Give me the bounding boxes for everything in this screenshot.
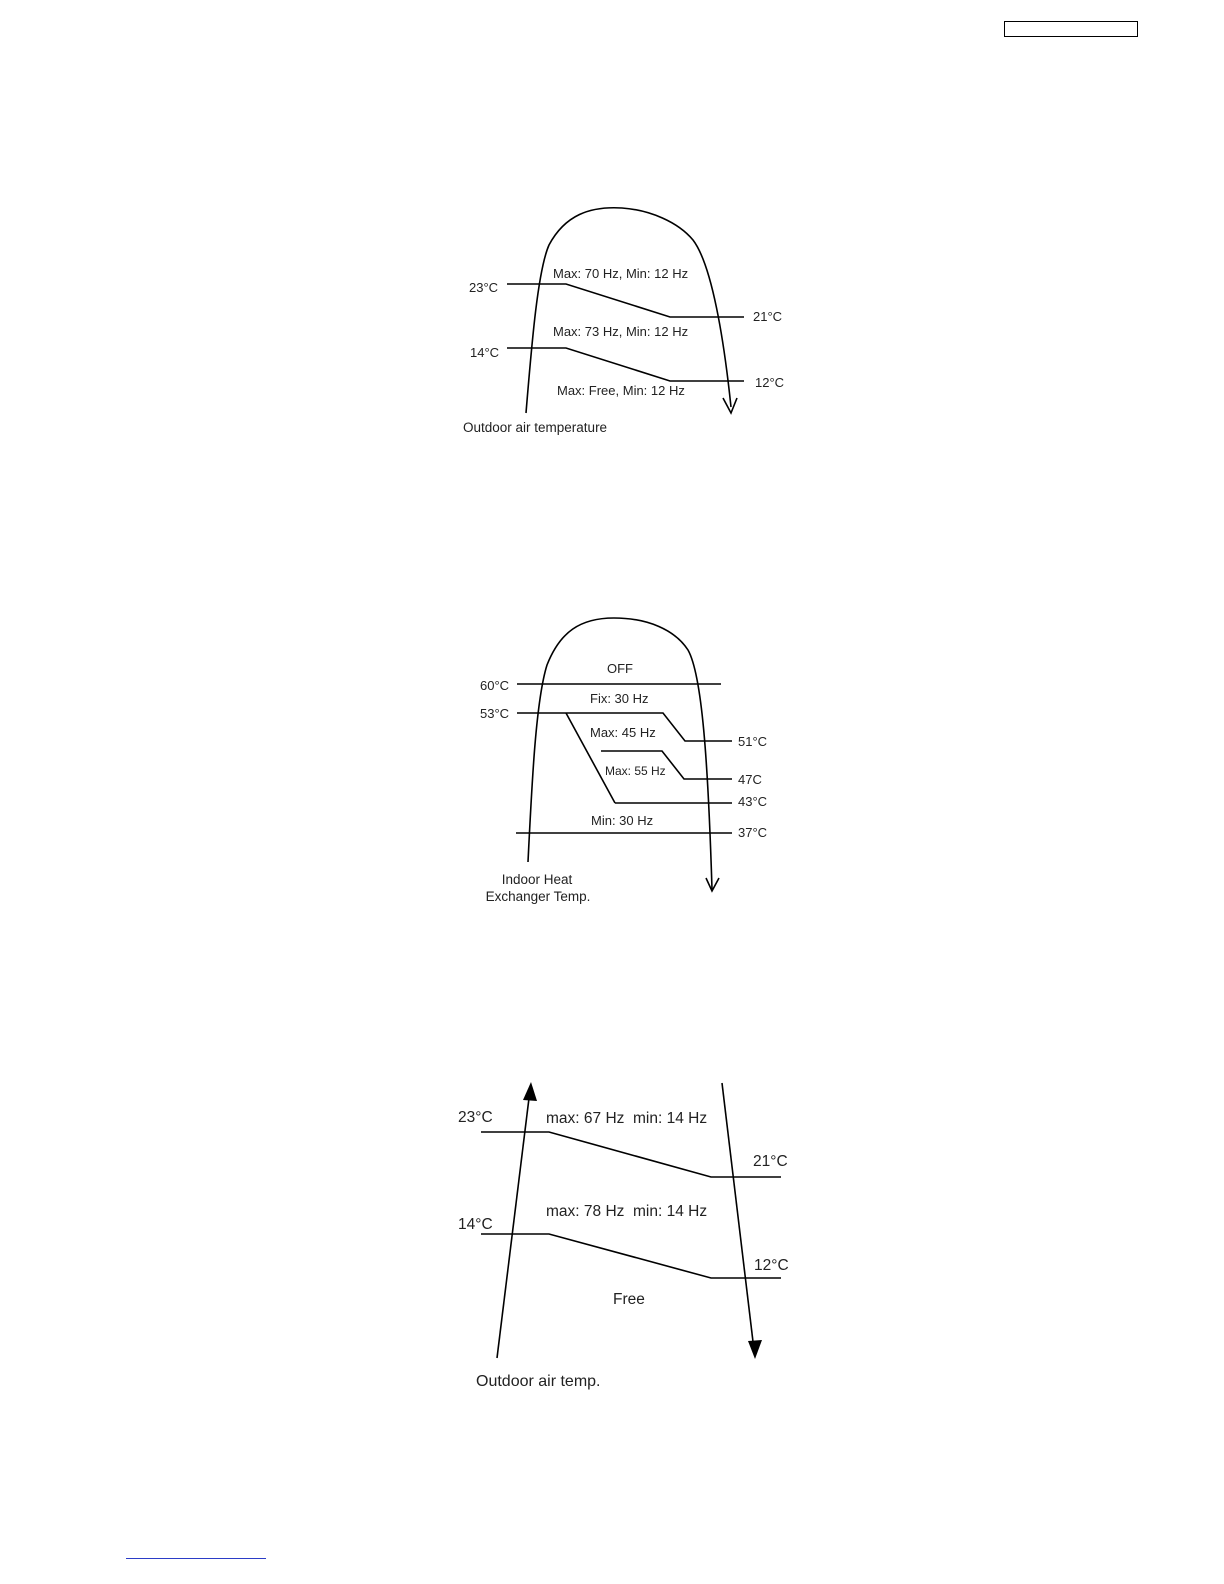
diagram-2-zone-max55: Max: 55 Hz — [605, 764, 666, 778]
diagram-2-zone-off: OFF — [607, 661, 633, 676]
diagram-3-outdoor-temp — [458, 1082, 789, 1390]
diagram-3-zone-top: max: 67 Hz min: 14 Hz — [546, 1110, 708, 1127]
diagram-2-zone-max45: Max: 45 Hz — [590, 725, 656, 740]
diagram-3-lower-threshold-line — [481, 1234, 781, 1278]
diagram-2-zone-fix: Fix: 30 Hz — [590, 691, 649, 706]
diagram-2-label-51c: 51°C — [738, 734, 768, 749]
diagram-2-label-60c: 60°C — [480, 678, 510, 693]
diagram-2-axis-label-line2: Exchanger Temp. — [485, 889, 591, 904]
diagram-1-zone-bottom: Max: Free, Min: 12 Hz — [557, 383, 685, 398]
diagram-2-hysteresis-curve — [528, 618, 712, 889]
diagram-3-label-14c: 14°C — [458, 1216, 493, 1233]
diagram-1-label-21c: 21°C — [753, 309, 783, 324]
diagram-1-label-12c: 12°C — [755, 375, 785, 390]
diagram-3-rising-arrowhead — [523, 1082, 537, 1101]
diagram-3-label-21c: 21°C — [753, 1153, 788, 1170]
diagram-3-falling-arrow-line — [722, 1083, 754, 1350]
diagram-3-label-12c: 12°C — [754, 1257, 789, 1274]
footer-link[interactable] — [126, 1558, 266, 1559]
diagram-2-label-43c: 43°C — [738, 794, 768, 809]
diagram-2-indoor-heat-exchanger — [480, 618, 767, 904]
diagram-3-zone-middle: max: 78 Hz min: 14 Hz — [546, 1203, 708, 1220]
diagram-3-label-23c: 23°C — [458, 1109, 493, 1126]
diagram-2-label-37c: 37°C — [738, 825, 768, 840]
diagram-2-zone-min30: Min: 30 Hz — [591, 813, 654, 828]
diagram-3-axis-label: Outdoor air temp. — [476, 1373, 601, 1390]
diagram-3-upper-threshold-line — [481, 1132, 781, 1177]
diagram-1-zone-top: Max: 70 Hz, Min: 12 Hz — [553, 266, 689, 281]
diagram-1-lower-threshold-line — [507, 348, 744, 381]
diagram-2-axis-label-line1: Indoor Heat — [501, 872, 573, 887]
diagram-1-label-14c: 14°C — [470, 345, 500, 360]
diagram-3-falling-arrowhead — [748, 1340, 762, 1359]
diagram-2-label-47c: 47C — [738, 772, 762, 787]
diagram-1-upper-threshold-line — [507, 284, 744, 317]
diagram-3-rising-arrow-line — [497, 1090, 530, 1358]
diagram-1-zone-middle: Max: 73 Hz, Min: 12 Hz — [553, 324, 689, 339]
diagram-3-zone-bottom: Free — [613, 1291, 645, 1308]
diagram-1-label-23c: 23°C — [469, 280, 499, 295]
diagram-1-axis-label: Outdoor air temperature — [463, 420, 608, 435]
diagram-1-outdoor-temp — [463, 208, 784, 435]
diagram-2-label-53c: 53°C — [480, 706, 510, 721]
